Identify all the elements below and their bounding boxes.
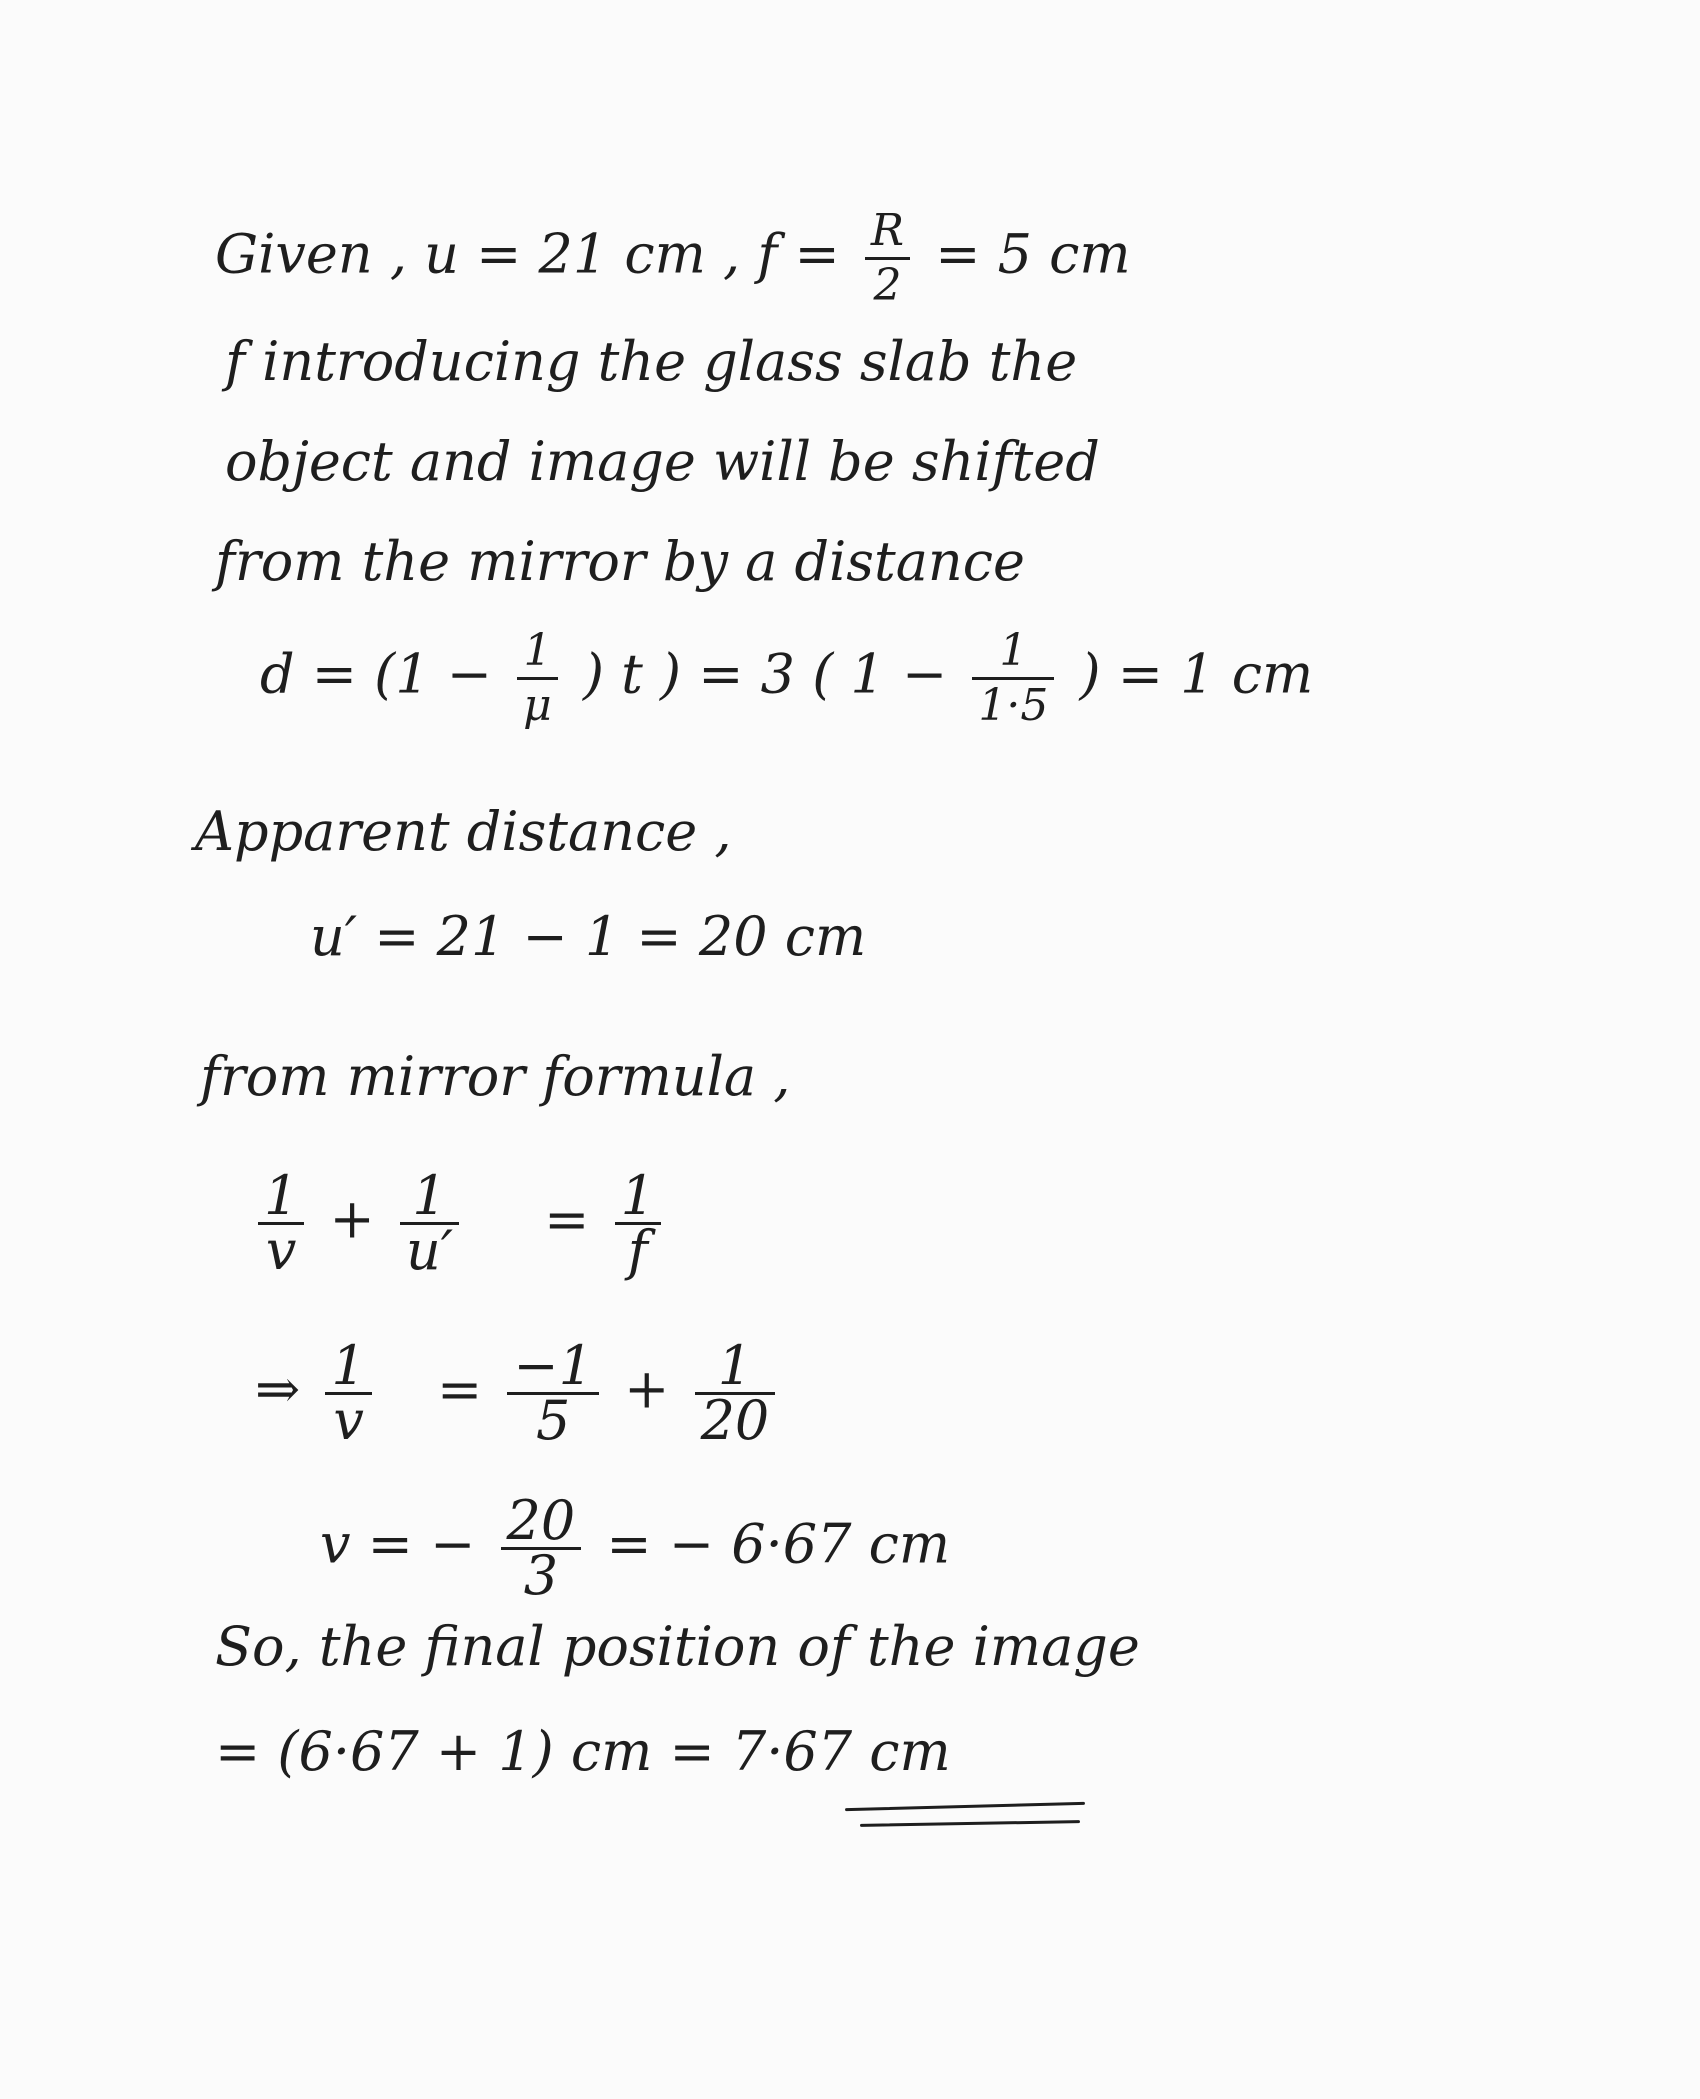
apparent-label: Apparent distance , xyxy=(195,800,732,863)
final-equation: = (6·67 + 1) cm = 7·67 cm xyxy=(215,1720,951,1783)
step2-v-fraction xyxy=(325,1334,371,1452)
formula-u-den: u′ xyxy=(405,1219,453,1282)
apparent-equation: u′ = 21 − 1 = 20 cm xyxy=(310,905,867,968)
formula-v-num: 1 xyxy=(258,1170,304,1225)
d-eq-mu-num: 1 xyxy=(517,625,558,680)
step3-equation xyxy=(320,1489,951,1607)
given-f-num: R xyxy=(865,205,910,260)
step2-c-den: 20 xyxy=(700,1389,770,1452)
given-label: Given , xyxy=(215,222,407,286)
given-f-fraction xyxy=(865,205,910,312)
step3-num: 20 xyxy=(501,1495,582,1550)
d-eq-lhs: d = (1 − xyxy=(260,642,492,706)
step3-rhs: = − 6·67 cm xyxy=(606,1512,951,1576)
formula-f-fraction xyxy=(615,1164,661,1282)
final-label: So, the final position of the image xyxy=(215,1615,1140,1678)
given-f-den: 2 xyxy=(873,260,902,311)
d-eq-n-fraction xyxy=(972,625,1054,732)
intro-line-2: object and image will be shifted xyxy=(225,430,1100,493)
d-eq-mu-fraction xyxy=(517,625,558,732)
d-equation xyxy=(260,625,1313,732)
step2-eq: = xyxy=(436,1357,483,1421)
step3-den: 3 xyxy=(523,1544,559,1607)
step2-equation xyxy=(255,1334,783,1452)
formula-u-fraction xyxy=(400,1164,459,1282)
given-f-rhs: = 5 cm xyxy=(935,222,1131,286)
formula-f-den: f xyxy=(627,1219,648,1282)
formula-u-num: 1 xyxy=(400,1170,459,1225)
step2-b-num: −1 xyxy=(507,1340,599,1395)
given-u: u = 21 cm , xyxy=(424,222,741,286)
d-eq-n-num: 1 xyxy=(972,625,1054,680)
formula-eq: = xyxy=(544,1187,590,1251)
step2-arrow: ⇒ xyxy=(255,1357,301,1421)
given-line xyxy=(215,205,1131,312)
answer-underline-1 xyxy=(845,1802,1085,1811)
given-f-lhs: f = xyxy=(757,222,840,286)
mirror-formula xyxy=(250,1164,669,1282)
mirror-formula-label: from mirror formula , xyxy=(200,1045,791,1108)
formula-f-num: 1 xyxy=(615,1170,661,1225)
formula-plus: + xyxy=(329,1187,375,1251)
d-eq-mu-den: μ xyxy=(523,680,552,731)
formula-v-fraction xyxy=(258,1164,304,1282)
step2-c-fraction xyxy=(695,1334,776,1452)
step2-plus: + xyxy=(624,1357,670,1421)
step2-b-fraction xyxy=(507,1334,599,1452)
step2-b-den: 5 xyxy=(536,1389,571,1452)
intro-line-3: from the mirror by a distance xyxy=(215,530,1025,593)
step3-fraction xyxy=(501,1489,582,1607)
step2-v-num: 1 xyxy=(325,1340,371,1395)
step2-v-den: v xyxy=(333,1389,364,1452)
intro-line-1: f introducing the glass slab the xyxy=(225,330,1078,393)
answer-underline-2 xyxy=(860,1820,1080,1827)
d-eq-rhs: ) = 1 cm xyxy=(1079,642,1314,706)
d-eq-n-den: 1·5 xyxy=(978,680,1049,731)
formula-v-den: v xyxy=(265,1219,297,1282)
step2-c-num: 1 xyxy=(695,1340,776,1395)
step3-lhs: v = − xyxy=(320,1512,476,1576)
d-eq-mid: ) t ) = 3 ( 1 − xyxy=(582,642,948,706)
